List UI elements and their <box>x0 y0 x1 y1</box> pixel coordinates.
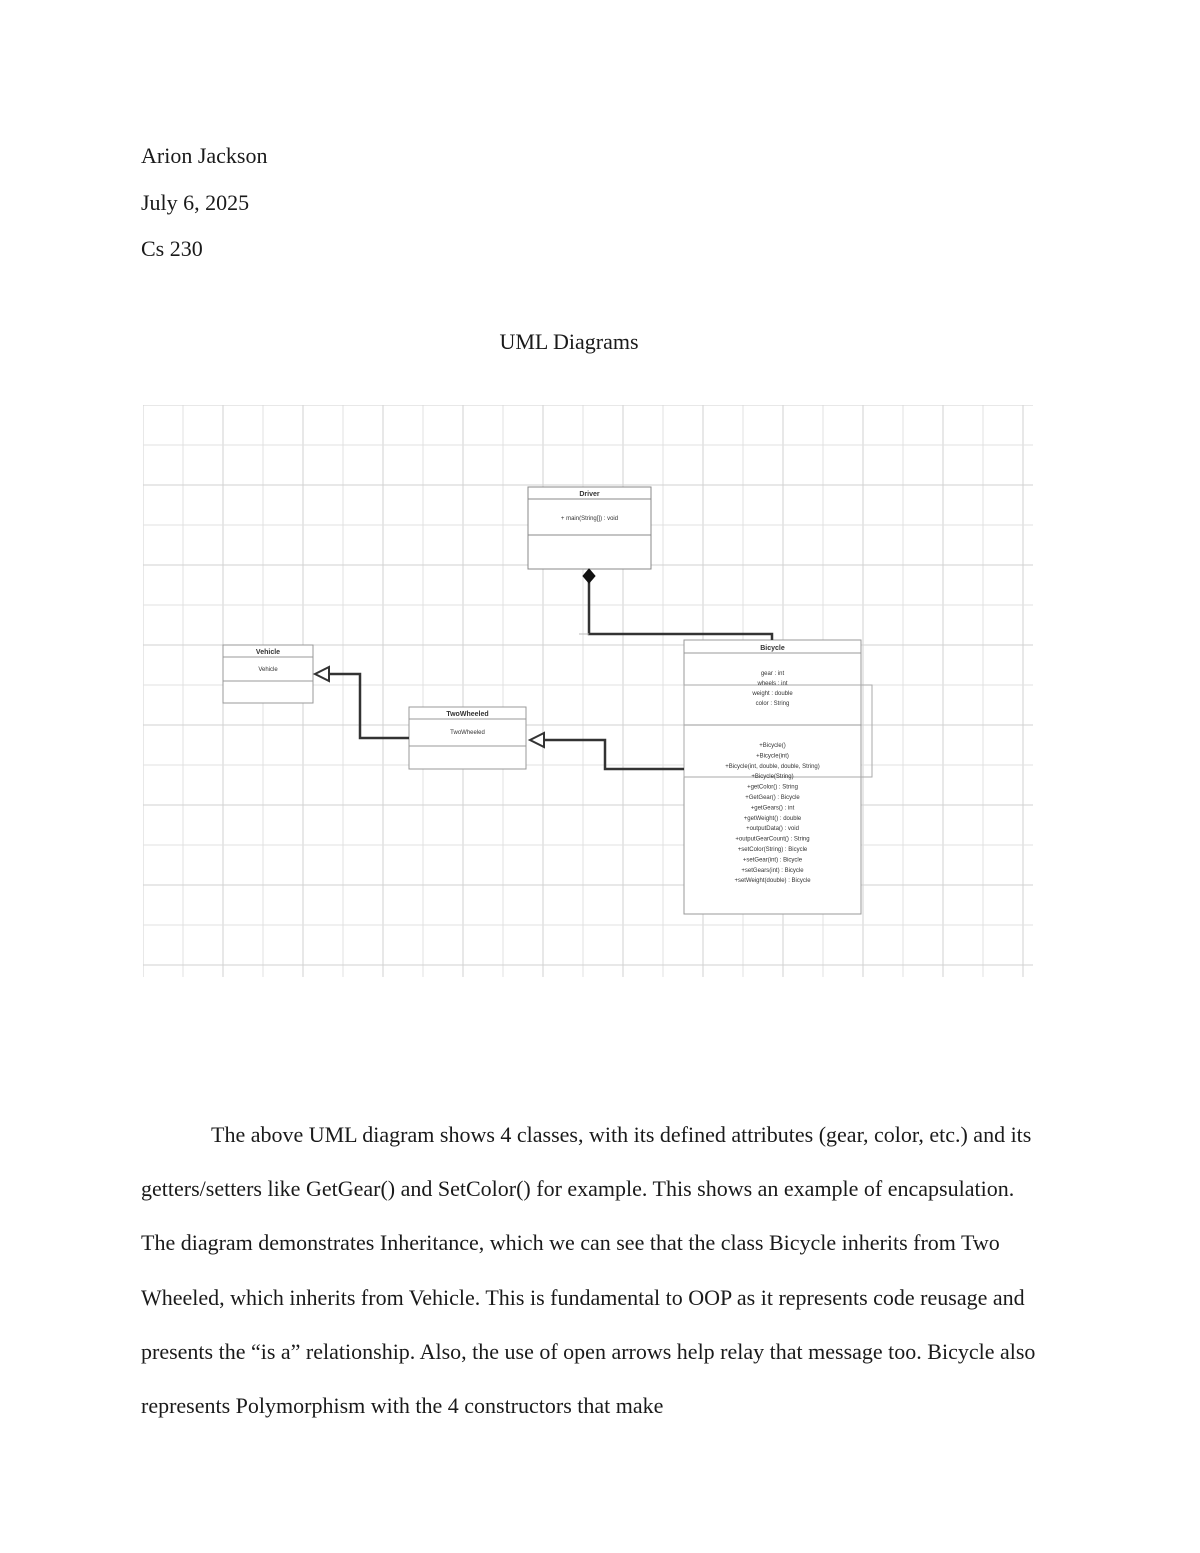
bicycle-method: +getColor() : String <box>747 784 798 791</box>
bicycle-method: +outputGearCount() : String <box>735 836 810 843</box>
class-two-wheeled <box>409 707 526 769</box>
bicycle-method: +setWeight(double) : Bicycle <box>734 878 811 885</box>
bicycle-attribute: color : String <box>755 701 790 707</box>
author-name: Arion Jackson <box>141 143 268 168</box>
document-date: July 6, 2025 <box>141 190 250 215</box>
bicycle-method: +Bicycle(String) <box>751 774 794 781</box>
bicycle-attribute: wheels : int <box>757 681 788 687</box>
class-vehicle-member: Vehicle <box>258 667 278 673</box>
bicycle-method: +setColor(String) : Bicycle <box>737 847 808 853</box>
page-title: UML Diagrams <box>499 329 639 354</box>
class-two-wheeled-name: TwoWheeled <box>446 711 489 718</box>
class-vehicle <box>223 645 313 703</box>
class-driver-method: + main(String[]) : void <box>560 516 619 522</box>
body-paragraph: The above UML diagram shows 4 classes, with its defined attributes (gear, color, etc.) and its getters/setters like GetGear() and SetColor() for example. This shows an example of encapsulation. The diagram demonstrates Inheritance, which we can see that the class Bicycle inherits from Two Wheeled, which inherits from Vehicle. This is fundamental to OOP as it represents code reusage and presents the “is a” relationship. Also, the use of open arrows help relay that message too. Bicycle also represents Polymorphism with the 4 constructors that make <box>141 1122 1036 1419</box>
bicycle-method: +outputData() : void <box>746 826 799 833</box>
bicycle-attribute: weight : double <box>752 691 793 697</box>
inheritance-arrow-vehicle <box>315 667 409 738</box>
bicycle-method: +setGear(int) : Bicycle <box>742 857 803 864</box>
bicycle-method: +getWeight() : double <box>743 815 802 822</box>
class-two-wheeled-member: TwoWheeled <box>450 730 485 736</box>
bicycle-method: +getGears() : int <box>750 805 795 812</box>
uml-diagram <box>143 405 1033 977</box>
bicycle-method: +Bicycle() <box>759 743 786 749</box>
class-driver-name: Driver <box>579 491 600 498</box>
course-code: Cs 230 <box>141 236 203 261</box>
bicycle-method: +Bicycle(int) <box>756 753 789 760</box>
class-driver <box>528 487 651 569</box>
class-bicycle-name: Bicycle <box>760 645 785 652</box>
bicycle-method: +Bicycle(int, double, double, String) <box>725 763 820 770</box>
class-vehicle-name: Vehicle <box>255 649 281 656</box>
bicycle-method: +setGears(int) : Bicycle <box>741 867 804 874</box>
class-bicycle <box>684 640 872 914</box>
bicycle-method: +GetGear() : Bicycle <box>745 795 800 801</box>
inheritance-arrow-two-wheeled <box>530 733 684 769</box>
bicycle-attribute: gear : int <box>760 671 785 677</box>
